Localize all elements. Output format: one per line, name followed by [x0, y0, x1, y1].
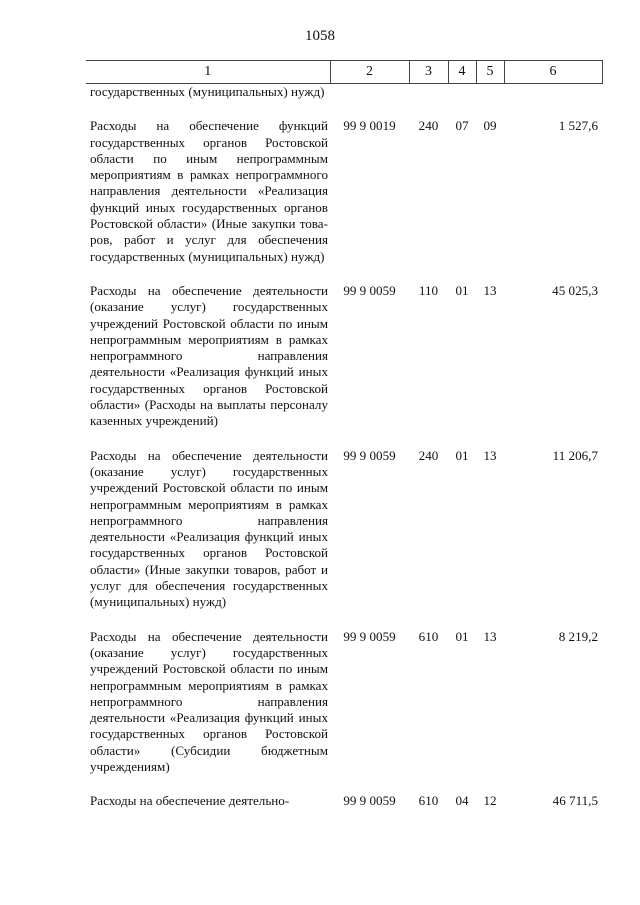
header-col-3: 3 [409, 61, 448, 84]
row-subsection: 12 [483, 793, 497, 809]
row-description: Расходы на обеспечение деятельности (оказание услуг) государственных учреждений Ростовской области по иным непрограммным мероприятиям в рамках непрограммного направления деятельности «Реализация функций иных государственных органов Ростовской области» (Субсидии бюджетным учреждениям) [90, 628, 328, 774]
row-amount: 11 206,7 [552, 447, 598, 463]
row-description: Расходы на обеспечение функций государственных органов Ростовской области по иным непрограммным мероприятиям в рамках непрограммного направления деятельности «Реализация функций иных государственных органов Ростовской области» (Иные закупки товаров, работ и услуг для обеспечения государственных (муниципальных) нужд) [90, 118, 328, 264]
row-target-code: 99 9 0019 [343, 118, 396, 134]
row-expense-type: 610 [418, 793, 439, 809]
header-row [86, 61, 602, 84]
row-subsection: 13 [483, 282, 497, 298]
row-target-code: 99 9 0059 [343, 628, 396, 644]
header-col-5: 5 [476, 61, 504, 84]
page-number: 1058 [305, 28, 335, 44]
table-row [86, 118, 602, 283]
table-row [86, 793, 602, 809]
row-amount: 46 711,5 [552, 793, 598, 809]
row-description: Расходы на обеспечение деятельности (оказание услуг) государственных учреждений Ростовской области по иным непрограммным мероприятиям в рамках непрограммного направления деятельности «Реализация функций иных государственных органов Ростовской области» (Иные закупки товаров, работ и услуг для обеспечения государственных (муниципальных) нужд) [90, 447, 328, 610]
row-subsection: 13 [483, 628, 497, 644]
row-target-code: 99 9 0059 [343, 282, 396, 298]
row-description: Расходы на обеспечение деятельности (оказание услуг) государственных учреждений Ростовской области по иным непрограммным мероприятиям в рамках непрограммного направления деятельности «Реализация функций иных государственных органов Ростовской области» (Расходы на выплаты персоналу казенных учреждений) [90, 282, 328, 429]
row-amount: 1 527,6 [558, 118, 598, 134]
row-section: 01 [455, 628, 469, 644]
row-subsection: 13 [483, 447, 497, 463]
row-expense-type: 110 [418, 282, 439, 298]
row-expense-type: 610 [418, 628, 439, 644]
table-row [86, 448, 602, 629]
continuation-row [86, 84, 602, 119]
row-subsection: 09 [483, 118, 497, 134]
header-col-2: 2 [330, 61, 409, 84]
row-amount: 45 025,3 [552, 282, 598, 298]
budget-table [86, 60, 603, 810]
row-section: 04 [455, 793, 469, 809]
row-section: 07 [455, 118, 469, 134]
table-body [86, 84, 602, 810]
row-amount: 8 219,2 [558, 628, 598, 644]
table-row [86, 629, 602, 794]
table-row [86, 283, 602, 448]
row-description: Расходы на обеспечение деятельно- [90, 793, 290, 809]
header-col-1: 1 [86, 61, 330, 84]
row-section: 01 [455, 447, 469, 463]
table-header [86, 61, 602, 84]
header-col-4: 4 [448, 61, 476, 84]
row-section: 01 [455, 282, 469, 298]
row-expense-type: 240 [418, 447, 439, 463]
continuation-text: государственных (муниципальных) нужд) [90, 84, 325, 99]
row-expense-type: 240 [418, 118, 439, 134]
header-col-6: 6 [504, 61, 602, 84]
row-target-code: 99 9 0059 [343, 447, 396, 463]
row-target-code: 99 9 0059 [343, 793, 396, 809]
